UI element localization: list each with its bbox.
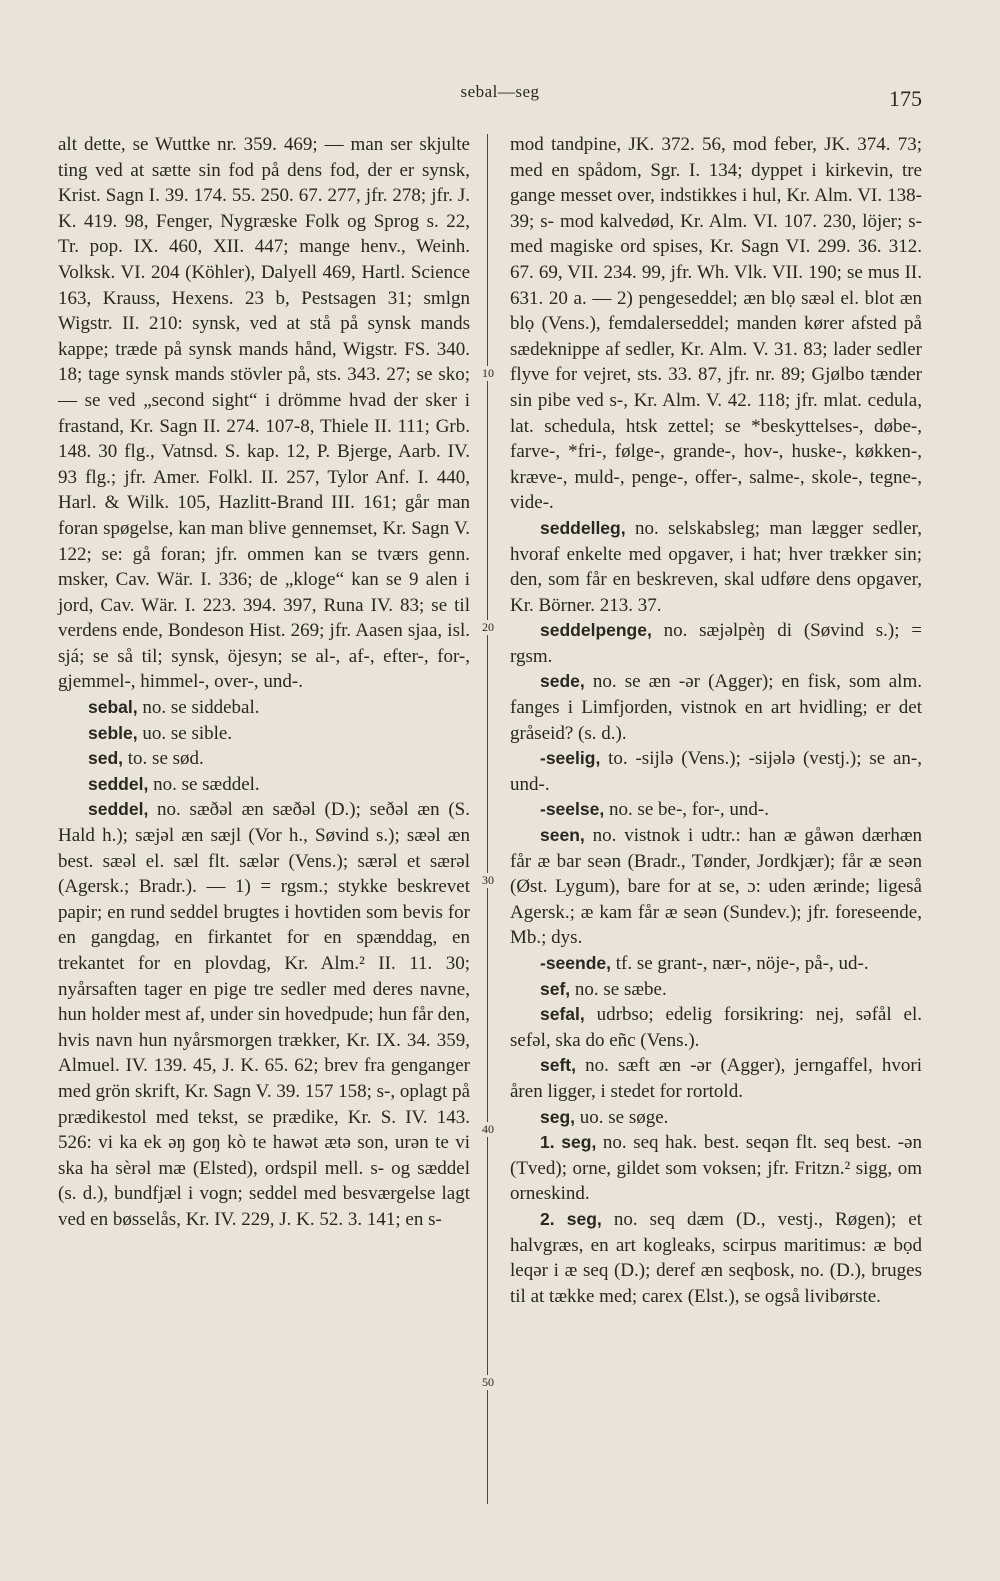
entry-headword: sefal,: [540, 1004, 585, 1025]
entry-headword: seddel,: [88, 799, 149, 820]
dictionary-entry: [510, 516, 922, 618]
entry-text: no. sæðəl æn sæðəl (D.); seðəl æn (S. Hald h.); sæjəl æn sæjl (Vor h., Søvind s.); sæəl æn best. sæəl el. sæl flt. sælər (Vens.); særəl et særəl (Agersk.; Bradr.). — 1) = rgsm.; stykke beskrevet papir; en rund seddel brugtes i hovtiden som bevis for en gangdag, en firkantet for en spænddag, en trekantet for en plovdag, Kr. Alm.² II. 11. 30; nyårsaften tager en pige tre sedler med deres navne, hun holder mest af, under sin hovedpude; hun får den, hvis navn hun nyårsmorgen trækker, Kr. IX. 34. 359, Almuel. IV. 139. 45, J. K. 65. 62; brev fra genganger med grön skrift, Kr. Sagn V. 39. 157 158; s-, oplagt på prædikestol med tekst, se prædike, Kr. S. IV. 143. 526: vi ka ek əŋ goŋ kò te hawət ætə son, urən te vi ska ha sèrəl mæ (Elsted), ordspil mell. s- og sæddel (s. d.), bundfjæl i vogn; seddel med besværgelse lagt ved en bøsselås, Kr. IV. 229, J. K. 52. 3. 141; en s-: [58, 799, 470, 1230]
entry-headword: -seelse,: [540, 799, 605, 820]
entry-headword: -seende,: [540, 953, 611, 973]
entry-headword: sef,: [540, 978, 571, 999]
line-number-40: 40: [476, 1122, 500, 1137]
dictionary-entry: [510, 797, 922, 823]
entry-headword: sebal,: [88, 697, 138, 718]
line-number-20: 20: [476, 620, 500, 635]
column-divider: [487, 134, 488, 1504]
page-number: 175: [889, 86, 922, 111]
entry-text: to. -sijlə (Vens.); -sijələ (vestj.); se an-, und-.: [510, 748, 922, 795]
dictionary-entry: [510, 977, 922, 1003]
dictionary-entry: [510, 618, 922, 669]
right-column: [510, 132, 922, 1309]
dictionary-entry: [58, 746, 470, 772]
dictionary-entry: [510, 1105, 922, 1131]
entry-text: no. seq hak. best. seqən flt. seq best. -ən (Tved); orne, gildet som voksen; jfr. Fritzn.² sigg, om orneskind.: [510, 1132, 922, 1205]
entry-text: no. se sæddel.: [148, 773, 260, 795]
entry-headword: seble,: [88, 722, 138, 743]
entry-text: mod tandpine, JK. 372. 56, mod feber, JK. 374. 73; med en spådom, Sgr. I. 134; dyppet i kirkevin, tre gange messet over, indstikkes i hul, Kr. Alm. VI. 138-39; s- mod kalvedød, Kr. Alm. VI. 107. 230, löjer; s- med magiske ord spises, Kr. Sagn VI. 299. 36. 312. 67. 69, VII. 234. 99, jfr. Wh. Vlk. VII. 190; se mus II. 631. 20 a. — 2) pengeseddel; æn blọ sæəl el. blot æn blọ (Vens.), femdalerseddel; manden kører afsted på sædeknippe af sedler, Kr. Alm. V. 31. 83; lader sedler flyve for vejret, sts. 33. 87, jfr. nr. 89; Gjølbo tænder sin pibe ved s-, Kr. Alm. V. 42. 118; jfr. mlat. cedula, lat. schedula, htsk zettel; se *beskyttelses-, døbe-, farve-, *fri-, følge-, grande-, hov-, huske-, køkken-, kræve-, muld-, penge-, offer-, salme-, skole-, tegne-, vide-.: [510, 134, 922, 514]
dictionary-entry: [510, 1130, 922, 1207]
entry-text: no. selskabsleg; man lægger sedler, hvoraf enkelte med opgaver, i hat; hver trækker sin; den, som får en beskreven, skal udføre dens opgaver, Kr. Börner. 213. 37.: [510, 517, 922, 616]
entry-text: alt dette, se Wuttke nr. 359. 469; — man ser skjulte ting ved at sætte sin fod på dens fod, der er synsk, Krist. Sagn I. 39. 174. 55. 250. 67. 277, jfr. 278; jfr. J. K. 419. 98, Fenger, Nygræske Folk og Sprog s. 22, Tr. pop. IX. 460, XII. 447; mange henv., Weinh. Volksk. VI. 204 (Köhler), Dalyell 469, Hartl. Science 163, Krauss, Hexens. 23 b, Pestsagen 31; smlgn Wigstr. II. 210: synsk, ved at stå på synsk mands kappe; træde på synsk mands hånd, Wigstr. FS. 340. 18; tage synsk mands stövler på, sts. 343. 27; se sko; — se ved „second sight“ i drömme hvad der sker i frastand, Kr. Sagn II. 274. 107-8, Thiele II. 111; Grb. 148. 30 flg., Vatnsd. S. kap. 12, P. Bjerge, Aarb. IV. 93 flg.; jfr. Amer. Folkl. II. 257, Tylor Anf. I. 440, Harl. & Wilk. 105, Hazlitt-Brand III. 161; går man foran spøgelse, kan man blive gennemset, Kr. Sagn V. 122; se: gå foran; jfr. ommen kan se tværs genn. msker, Cav. Wär. I. 336; de „kloge“ kan se 9 alen i jord, Cav. Wär. I. 223. 394. 397, Runa IV. 83; se til verdens ende, Bondeson Hist. 269; jfr. Aasen sjaa, isl. sjá; se så til; synsk, öjesyn; se al-, af-, efter-, for-, gjemmel-, himmel-, over-, und-.: [58, 134, 470, 693]
dictionary-entry: [58, 772, 470, 798]
left-column: [58, 132, 470, 1233]
entry-headword: seen,: [540, 825, 585, 846]
dictionary-entry: [510, 746, 922, 797]
line-number-30: 30: [476, 873, 500, 888]
entry-text: udrbso; edelig forsikring: nej, səfål el. sefəl, ska do eñc (Vens.).: [510, 1004, 922, 1051]
line-number-50: 50: [476, 1375, 500, 1390]
entry-text: no. se æn -ər (Agger); en fisk, som alm. fanges i Limfjorden, vistnok en art hvidling; er det gråseid? (s. d.).: [510, 671, 922, 744]
entry-text: no. se sæbe.: [570, 978, 667, 1000]
entry-headword: sed,: [88, 748, 124, 769]
entry-continuation: [58, 132, 470, 695]
entry-text: no. se siddebal.: [137, 697, 260, 719]
entry-continuation: [510, 132, 922, 516]
entry-headword: seg,: [540, 1106, 576, 1127]
line-number-10: 10: [476, 366, 500, 381]
entry-headword: 2. seg,: [540, 1208, 602, 1229]
entry-text: uo. se sible.: [137, 722, 233, 744]
dictionary-entry: [58, 721, 470, 747]
entry-headword: 1. seg,: [540, 1132, 597, 1153]
entry-headword: seddel,: [88, 773, 149, 794]
dictionary-entry: [510, 951, 922, 977]
entry-text: uo. se søge.: [575, 1106, 669, 1128]
dictionary-entry: [510, 1002, 922, 1053]
dictionary-entry: [510, 669, 922, 746]
entry-headword: sede,: [540, 671, 585, 692]
entry-text: no. sæjəlpèŋ di (Søvind s.); = rgsm.: [510, 620, 922, 667]
entry-headword: -seelig,: [540, 748, 601, 769]
dictionary-entry: [510, 1053, 922, 1104]
entry-headword: seft,: [540, 1055, 576, 1076]
entry-text: no. se be-, for-, und-.: [604, 799, 769, 821]
entry-text: no. vistnok i udtr.: han æ gåwən dærhæn får æ bar seən (Bradr., Tønder, Jordkjær); får æ seən (Øst. Lygum), bare for at se, ɔ: uden ærinde; ligeså Agersk.; æ kam får æ seən (Sundev.); jfr. foreseende, Mb.; dys.: [510, 825, 922, 949]
entry-headword: seddelleg,: [540, 517, 626, 538]
dictionary-entry: [510, 823, 922, 951]
dictionary-entry: [510, 1207, 922, 1309]
entry-text: no. sæft æn -ər (Agger), jerngaffel, hvori åren ligger, i stedet for rortold.: [510, 1055, 922, 1102]
running-head: sebal—seg: [460, 82, 540, 101]
entry-text: no. seq dæm (D., vestj., Røgen); et halvgræs, en art kogleaks, scirpus maritimus: æ bọd leqər i æ seq (D.); deref æn seqbosk, no. (D.), bruges til at tække med; carex (Elst.), se også livibørste.: [510, 1208, 922, 1307]
dictionary-entry: [58, 797, 470, 1232]
dictionary-entry: [58, 695, 470, 721]
entry-headword: seddelpenge,: [540, 620, 652, 641]
entry-text: tf. se grant-, nær-, nöje-, på-, ud-.: [611, 953, 869, 974]
entry-text: to. se sød.: [123, 748, 204, 770]
